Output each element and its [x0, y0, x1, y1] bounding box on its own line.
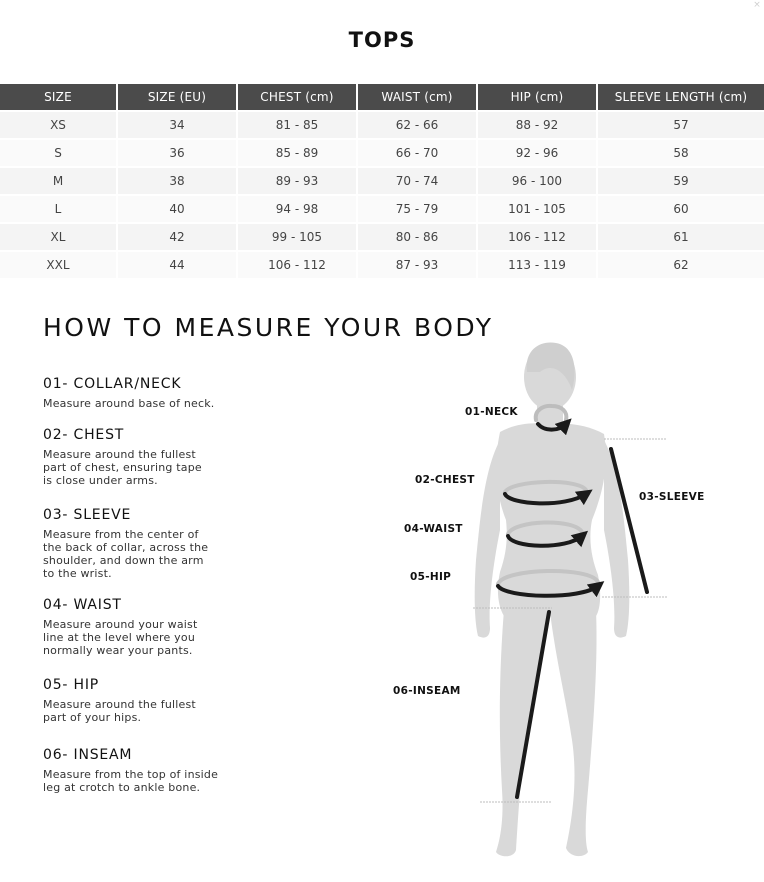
col-header-hip: HIP (cm) [477, 84, 597, 111]
table-cell: 38 [117, 167, 237, 195]
step-heading: 03- SLEEVE [43, 507, 132, 523]
step-description: Measure around base of neck. [43, 397, 215, 410]
step-heading: 02- CHEST [43, 427, 125, 443]
table-cell: 59 [597, 167, 764, 195]
table-cell: 62 [597, 251, 764, 278]
table-cell: 80 - 86 [357, 223, 477, 251]
table-cell: 85 - 89 [237, 139, 357, 167]
measure-section-title: HOW TO MEASURE YOUR BODY [43, 313, 494, 342]
label-hip: 05-HIP [410, 571, 452, 583]
table-cell: 57 [597, 111, 764, 139]
page-title: TOPS [348, 28, 416, 52]
col-header-chest: CHEST (cm) [237, 84, 357, 111]
step-heading: 04- WAIST [43, 597, 122, 613]
col-header-sleeve-length: SLEEVE LENGTH (cm) [597, 84, 764, 111]
table-cell: S [0, 139, 117, 167]
table-cell: 61 [597, 223, 764, 251]
table-cell: 99 - 105 [237, 223, 357, 251]
table-cell: 88 - 92 [477, 111, 597, 139]
step-heading: 01- COLLAR/NECK [43, 376, 182, 392]
label-waist: 04-WAIST [404, 523, 463, 535]
table-cell: 66 - 70 [357, 139, 477, 167]
table-cell: 36 [117, 139, 237, 167]
label-chest: 02-CHEST [415, 474, 475, 486]
table-cell: 44 [117, 251, 237, 278]
table-cell: 106 - 112 [477, 223, 597, 251]
table-cell: 89 - 93 [237, 167, 357, 195]
step-heading: 06- INSEAM [43, 747, 133, 763]
table-cell: 62 - 66 [357, 111, 477, 139]
table-cell: 75 - 79 [357, 195, 477, 223]
table-cell: 113 - 119 [477, 251, 597, 278]
col-header-waist: WAIST (cm) [357, 84, 477, 111]
table-cell: M [0, 167, 117, 195]
col-header-size-eu: SIZE (EU) [117, 84, 237, 111]
table-cell: 87 - 93 [357, 251, 477, 278]
close-icon[interactable]: × [753, 0, 761, 10]
table-cell: 42 [117, 223, 237, 251]
table-cell: 60 [597, 195, 764, 223]
table-cell: 101 - 105 [477, 195, 597, 223]
table-cell: XXL [0, 251, 117, 278]
table-cell: XS [0, 111, 117, 139]
table-cell: XL [0, 223, 117, 251]
step-heading: 05- HIP [43, 677, 100, 693]
step-description: Measure around your waist line at the level where you normally wear your pants. [43, 618, 198, 657]
label-inseam: 06-INSEAM [393, 685, 461, 697]
step-description: Measure around the fullest part of chest, ensuring tape is close under arms. [43, 448, 202, 487]
table-cell: 70 - 74 [357, 167, 477, 195]
body-silhouette [475, 342, 630, 856]
table-cell: 81 - 85 [237, 111, 357, 139]
table-cell: 106 - 112 [237, 251, 357, 278]
label-sleeve: 03-SLEEVE [639, 491, 705, 503]
table-cell: 40 [117, 195, 237, 223]
step-description: Measure from the top of inside leg at crotch to ankle bone. [43, 768, 219, 794]
table-cell: L [0, 195, 117, 223]
table-cell: 34 [117, 111, 237, 139]
table-cell: 94 - 98 [237, 195, 357, 223]
table-cell: 96 - 100 [477, 167, 597, 195]
step-description: Measure from the center of the back of collar, across the shoulder, and down the arm to the wrist. [43, 528, 209, 580]
step-description: Measure around the fullest part of your hips. [43, 698, 196, 724]
label-neck: 01-NECK [465, 406, 518, 418]
table-cell: 58 [597, 139, 764, 167]
table-cell: 92 - 96 [477, 139, 597, 167]
col-header-size: SIZE [0, 84, 117, 111]
